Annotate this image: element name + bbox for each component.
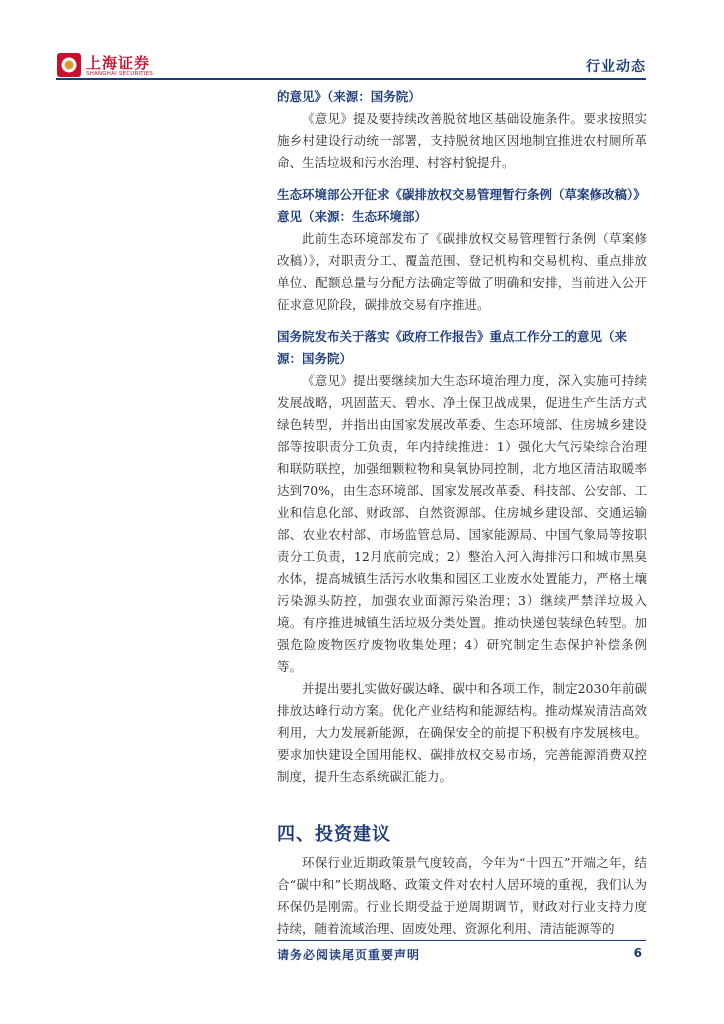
page-number: 6 xyxy=(633,946,642,960)
main-content xyxy=(277,86,647,788)
footer-disclaimer: 请务必阅读尾页重要声明 xyxy=(277,948,421,962)
news-paragraph: 《意见》提出要继续加大生态环境治理力度，深入实施可持续发展战略，巩固蓝天、碧水、净土保卫战成果，促进生产生活方式绿色转型，并指出由国家发展改革委、生态环境部、住房城乡建设部等按职责分工负责，年内持续推进：1）强化大气污染综合治理和联防联控，加强细颗粒物和臭氧协同控制，北方地区清洁取暖率达到70%，由生态环境部、国家发展改革委、科技部、公安部、工业和信息化部、财政部、自然资源部、住房城乡建设部、交通运输部、农业农村部、市场监管总局、国家能源局、中国气象局等按职责分工负责，12月底前完成；2）整治入河入海排污口和城市黑臭水体，提高城镇生活污水收集和园区工业废水处置能力，严格土壤污染源头防控，加强农业面源污染治理；3）继续严禁洋垃圾入境。有序推进城镇生活垃圾分类处置。推动快递包装绿色转型。加强危险废物医疗废物收集处理；4）研究制定生态保护补偿条例等。 xyxy=(277,373,647,674)
section-body xyxy=(277,852,647,940)
header-divider xyxy=(56,78,646,80)
news-heading: 生态环境部公开征求《碳排放权交易管理暂行条例（草案修改稿）》意见（来源：生态环境部） xyxy=(277,187,646,224)
news-heading: 的意见》（来源：国务院） xyxy=(277,89,421,104)
section-heading: 四、投资建议 xyxy=(277,824,391,845)
section-tag: 行业动态 xyxy=(586,59,646,75)
news-paragraph: 并提出要扎实做好碳达峰、碳中和各项工作，制定2030年前碳排放达峰行动方案。优化产业结构和能源结构。推动煤炭清洁高效利用，大力发展新能源，在确保安全的前提下积极有序发展核电。要求加快建设全国用能权、碳排放权交易市场，完善能源消费双控制度，提升生态系统碳汇能力。 xyxy=(277,681,647,784)
spacer xyxy=(277,174,647,184)
page-header xyxy=(0,0,724,90)
logo-text: 上海证券 xyxy=(86,54,151,72)
logo-emblem-icon xyxy=(56,52,82,78)
section-paragraph: 环保行业近期政策景气度较高，今年为“十四五”开端之年，结合“碳中和”长期战略、政策文件对农村人居环境的重视，我们认为环保仍是刚需。行业长期受益于逆周期调节，财政对行业支持力度持续，随着流域治理、固废处理、资源化利用、清洁能源等的 xyxy=(277,855,647,936)
news-paragraph: 此前生态环境部发布了《碳排放权交易管理暂行条例（草案修改稿）》，对职责分工、覆盖范围、登记机构和交易机构、重点排放单位、配额总量与分配方法确定等做了明确和安排，当前进入公开征求意见阶段，碳排放交易有序推进。 xyxy=(277,231,647,312)
logo-subtext: SHANGHAI SECURITIES xyxy=(86,71,154,77)
news-paragraph: 《意见》提及要持续改善脱贫地区基础设施条件。要求按照实施乡村建设行动统一部署，支持脱贫地区因地制宜推进农村厕所革命、生活垃圾和污水治理、村容村貌提升。 xyxy=(277,111,647,170)
footer-divider xyxy=(277,940,646,941)
spacer xyxy=(277,316,647,326)
news-heading: 国务院发布关于落实《政府工作报告》重点工作分工的意见（来源：国务院） xyxy=(277,329,628,366)
